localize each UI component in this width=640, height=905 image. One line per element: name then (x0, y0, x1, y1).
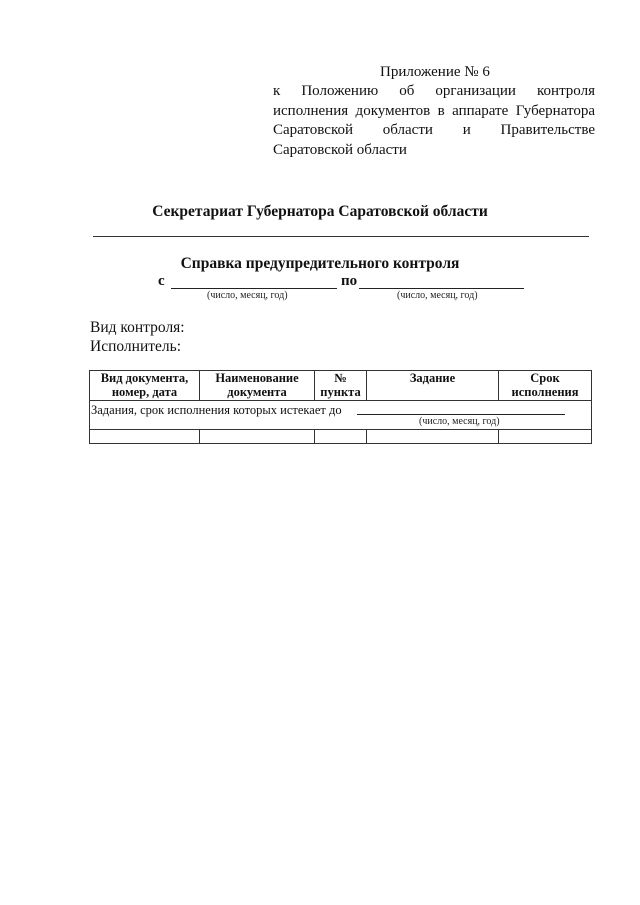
table-row (90, 430, 592, 444)
organization-heading: Секретариат Губернатора Саратовской области (152, 203, 488, 220)
table-header-row (90, 371, 592, 401)
control-type-label: Вид контроля: (90, 319, 185, 336)
period-from-hint: (число, месяц, год) (207, 290, 288, 301)
table-cell[interactable] (200, 430, 315, 444)
deadline-date-hint: (число, месяц, год) (419, 416, 500, 427)
table-cell[interactable] (315, 430, 367, 444)
period-to-field[interactable] (359, 288, 524, 289)
column-header: Задание (367, 371, 499, 401)
period-from-label: с (158, 273, 165, 289)
table-cell[interactable] (499, 430, 592, 444)
deadline-cell (90, 401, 592, 430)
control-table (89, 370, 592, 444)
column-header: № пункта (315, 371, 367, 401)
report-title: Справка предупредительного контроля (180, 255, 460, 272)
deadline-date-field[interactable] (357, 414, 565, 415)
column-header: Вид документа, номер, дата (90, 371, 200, 401)
period-from-field[interactable] (171, 288, 337, 289)
column-header: Срок исполнения (499, 371, 592, 401)
period-to-label: по (341, 273, 358, 289)
period-to-hint: (число, месяц, год) (397, 290, 478, 301)
executor-label: Исполнитель: (90, 338, 182, 355)
deadline-row (90, 401, 592, 430)
appendix-title: Приложение № 6 (380, 64, 490, 80)
appendix-reference: к Положению об организации контроля исполнения документов в аппарате Губернатора Саратовской области и Правительстве Саратовской области (273, 83, 595, 158)
heading-divider (93, 236, 589, 237)
column-header: Наименование документа (200, 371, 315, 401)
deadline-text: Задания, срок исполнения которых истекает до (91, 403, 342, 417)
table-cell[interactable] (90, 430, 200, 444)
table-cell[interactable] (367, 430, 499, 444)
